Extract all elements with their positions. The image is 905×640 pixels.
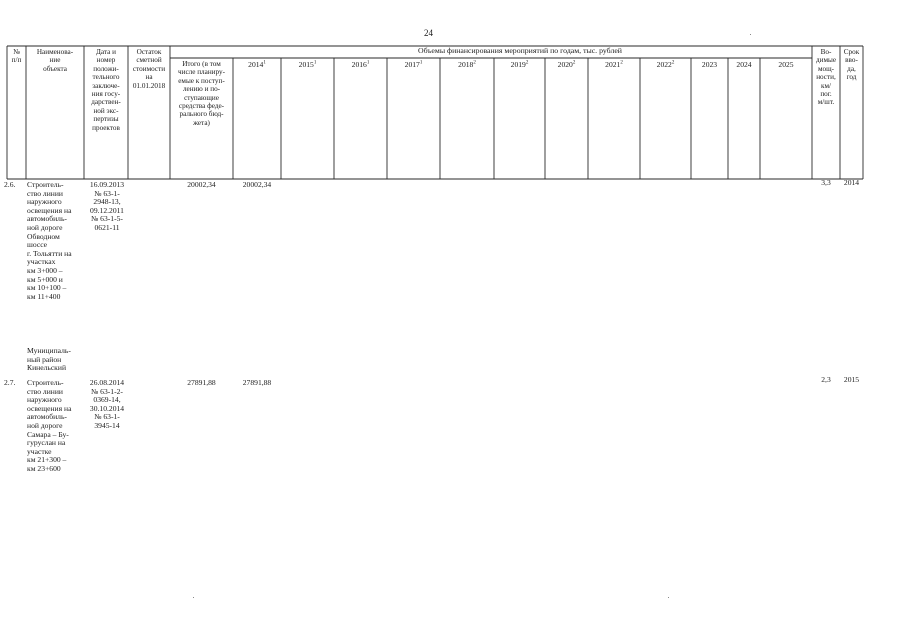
header-year-2020: 2020$^2$ bbox=[557, 60, 576, 69]
header-year-2014: 2014$^1$ bbox=[248, 60, 266, 69]
table-row-2-7-num: 2.7. bbox=[4, 378, 16, 387]
header-year-2022: 2022$^2$ bbox=[656, 60, 675, 69]
header-capacity: Во- димые мощ- ности, км/ пог. м/шт. bbox=[815, 48, 837, 107]
header-year-2018: 2018$^2$ bbox=[458, 60, 476, 69]
header-year-2019: 2019$^2$ bbox=[510, 60, 529, 69]
header-year-2023: 2023 bbox=[701, 60, 718, 69]
header-remainder: Остаток сметной стоимости на 01.01.2018 bbox=[132, 48, 166, 90]
scan-speck bbox=[750, 34, 751, 35]
header-name: Наименова- ние объекта bbox=[36, 48, 74, 73]
table-row-2-6-term: 2014 bbox=[843, 178, 860, 187]
table-row-2-7-capacity: 2,3 bbox=[821, 375, 831, 384]
page-number: 24 bbox=[424, 28, 433, 38]
header-year-2015: 2015$^1$ bbox=[298, 60, 317, 69]
table-row-2-7-date: 26.08.2014 № 63-1-2- 0369-14, 30.10.2014 № 63-1- 3945-14 bbox=[89, 378, 125, 430]
table-row-2-6-date: 16.09.2013 № 63-1- 2948-13, 09.12.2011 № 63-1-5- 0621-11 bbox=[89, 180, 125, 232]
table-row-2-7-y2014: 27891,88 bbox=[242, 378, 272, 387]
header-year-2016: 2016$^1$ bbox=[351, 60, 370, 69]
table-row-2-6-total: 20002,34 bbox=[187, 180, 216, 189]
header-year-2021: 2021$^2$ bbox=[605, 60, 623, 69]
table-row-2-6-num: 2.6. bbox=[4, 180, 16, 189]
header-total: Итого (в том числе планиру- емые к поступ- лению и по- ступающие средства феде- рального бюд- жета) bbox=[177, 60, 226, 127]
header-group-title: Объемы финансирования мероприятий по годам, тыс. рублей bbox=[418, 46, 622, 55]
table-row-2-6-name: Строитель- ство линии наружного освещения на автомобиль- ной дороге Обводном шоссе г. Тольятти на участках км 3+000 – км 5+000 и км 10+100 – км 11+400 bbox=[27, 180, 72, 301]
table-row-2-7-total: 27891,88 bbox=[187, 378, 216, 387]
header-num: № п/п bbox=[11, 48, 22, 65]
header-year-2025: 2025 bbox=[778, 60, 794, 69]
section-label-municipal-district: Муниципаль- ный район Кинельский bbox=[27, 346, 71, 373]
header-year-2024: 2024 bbox=[736, 60, 752, 69]
header-term: Срок вво- да, год bbox=[843, 48, 860, 82]
header-date: Дата и номер положи- тельного заключе- ния госу- дарствен- ной экс- пертизы проектов bbox=[91, 48, 121, 132]
header-year-2017: 2017$^1$ bbox=[404, 60, 423, 69]
table-row-2-7-name: Строитель- ство линии наружного освещения на автомобиль- ной дороге Самара – Бу- гуруслан на участке км 21+300 – км 23+600 bbox=[27, 378, 72, 473]
table-row-2-7-term: 2015 bbox=[843, 375, 860, 384]
scan-speck bbox=[668, 597, 669, 598]
table-row-2-6-capacity: 3,3 bbox=[821, 178, 831, 187]
table-row-2-6-y2014: 20002,34 bbox=[242, 180, 272, 189]
scan-speck bbox=[193, 597, 194, 598]
